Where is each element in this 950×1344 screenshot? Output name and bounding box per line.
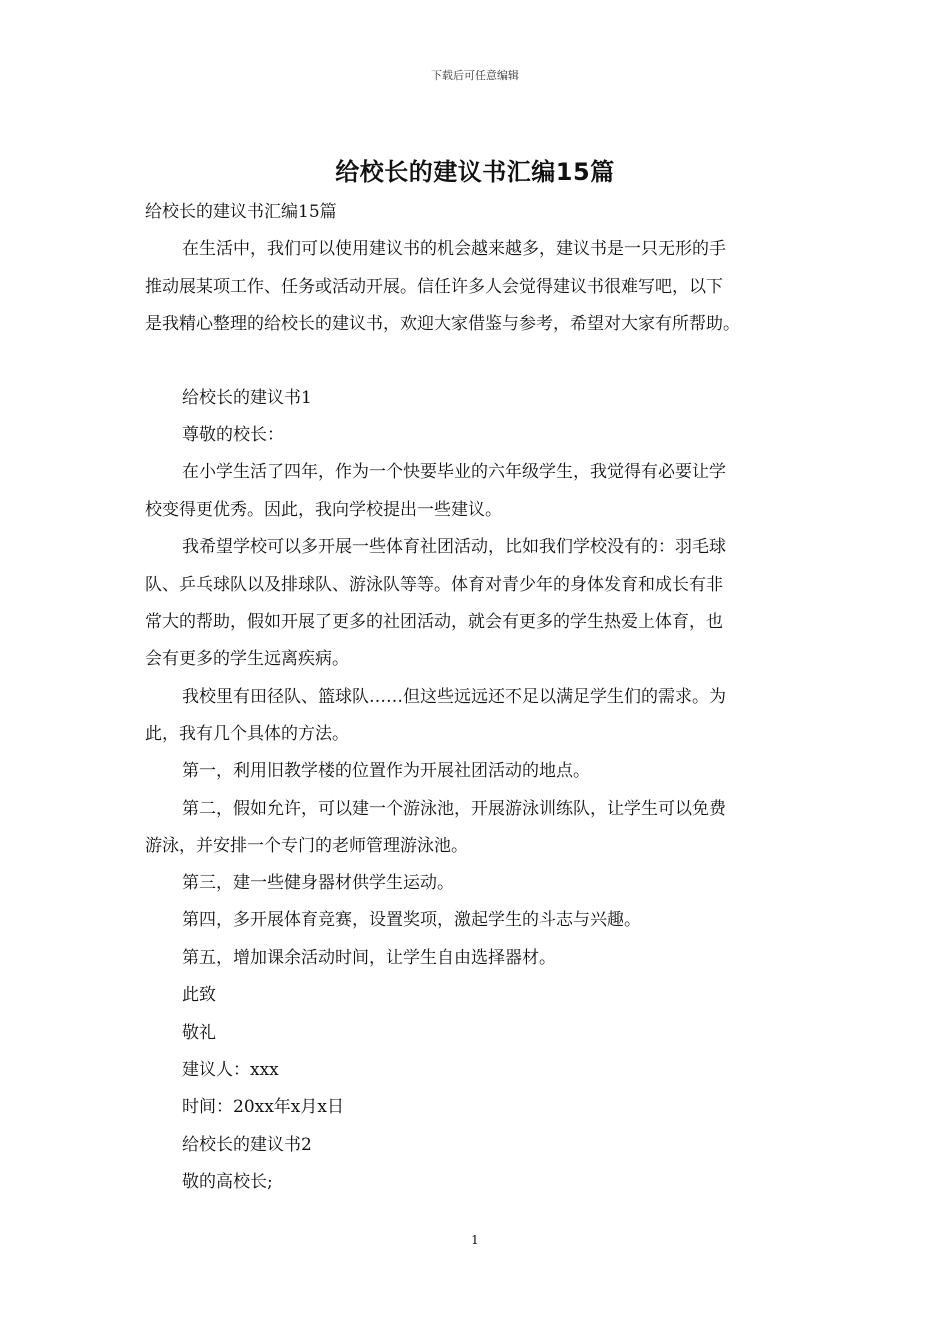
intro-line-2: 推动展某项工作、任务或活动开展。信任许多人会觉得建议书很难写吧，以下: [145, 277, 723, 297]
paragraph-line: 会有更多的学生远离疾病。: [145, 649, 349, 669]
section-heading-2: 给校长的建议书2: [182, 1135, 312, 1155]
list-item-line: 第三，建一些健身器材供学生运动。: [182, 873, 454, 893]
list-item-line: 第二，假如允许，可以建一个游泳池，开展游泳训练队，让学生可以免费: [182, 799, 726, 819]
list-item-line: 第五，增加课余活动时间，让学生自由选择器材。: [182, 948, 556, 968]
salutation-2: 敬的高校长;: [182, 1172, 273, 1192]
subtitle-line: 给校长的建议书汇编15篇: [145, 202, 337, 222]
date-line: 时间：20xx年x月x日: [182, 1097, 344, 1117]
paragraph-line: 我校里有田径队、篮球队……但这些远远还不足以满足学生们的需求。为: [182, 687, 726, 707]
document-title: 给校长的建议书汇编15篇: [335, 158, 615, 186]
intro-line-3: 是我精心整理的给校长的建议书，欢迎大家借鉴与参考，希望对大家有所帮助。: [145, 314, 740, 334]
paragraph-line: 在小学生活了四年，作为一个快要毕业的六年级学生，我觉得有必要让学: [182, 462, 726, 482]
page-number: 1: [471, 1233, 479, 1247]
signature-line: 建议人：xxx: [182, 1060, 279, 1080]
paragraph-line: 常大的帮助，假如开展了更多的社团活动，就会有更多的学生热爱上体育，也: [145, 612, 723, 632]
closing-line: 敬礼: [182, 1023, 216, 1043]
section-heading-1: 给校长的建议书1: [182, 388, 312, 408]
list-item-line: 第一，利用旧教学楼的位置作为开展社团活动的地点。: [182, 761, 590, 781]
paragraph-line: 队、乒乓球队以及排球队、游泳队等等。体育对青少年的身体发育和成长有非: [145, 575, 723, 595]
closing-line: 此致: [182, 985, 216, 1005]
header-note: 下载后可任意编辑: [431, 69, 519, 82]
paragraph-line: 此，我有几个具体的方法。: [145, 724, 349, 744]
list-item-line: 游泳，并安排一个专门的老师管理游泳池。: [145, 836, 468, 856]
salutation-1: 尊敬的校长：: [182, 425, 284, 445]
paragraph-line: 我希望学校可以多开展一些体育社团活动，比如我们学校没有的：羽毛球: [182, 537, 726, 557]
paragraph-line: 校变得更优秀。因此，我向学校提出一些建议。: [145, 500, 502, 520]
list-item-line: 第四，多开展体育竞赛，设置奖项，激起学生的斗志与兴趣。: [182, 910, 641, 930]
intro-line-1: 在生活中，我们可以使用建议书的机会越来越多，建议书是一只无形的手: [182, 239, 726, 259]
